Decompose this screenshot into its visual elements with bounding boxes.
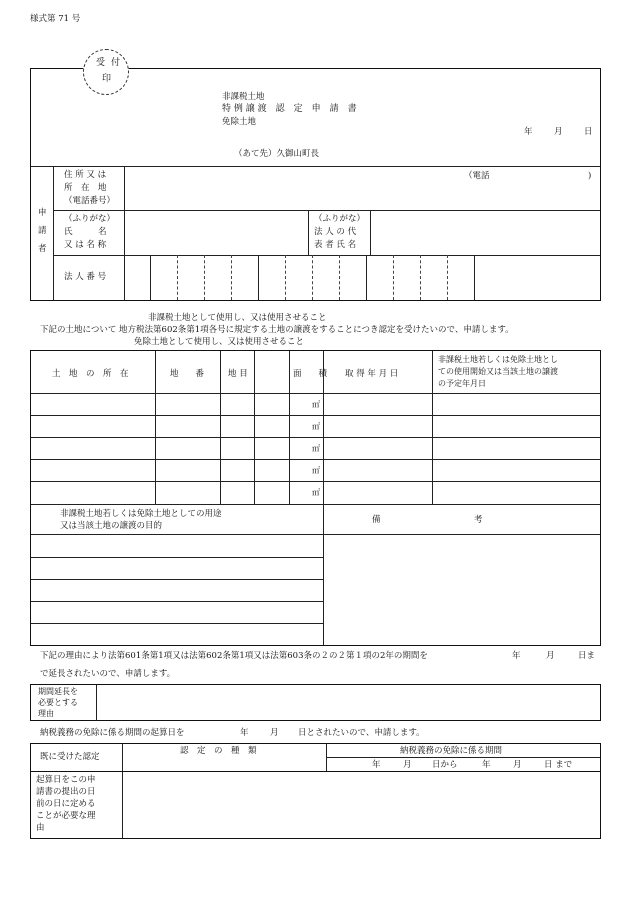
applicant-section-char-1: 申 <box>38 208 47 218</box>
header-planned-date-2: ての使用開始又は当該土地の譲渡 <box>438 367 558 376</box>
certification-kind-header: 認 定 の 種 類 <box>180 746 257 756</box>
extension-text-1: 下記の理由により法第601条第1項又は法第602条第1項又は法第603条の２の２第１項の2年の期間を <box>40 651 428 661</box>
purpose-header-2: 又は当該土地の譲渡の目的 <box>60 521 163 531</box>
start-date-reason-label-4: ことが必要な理 <box>36 811 96 821</box>
applicant-section-char-3: 者 <box>38 244 47 254</box>
header-area: 面 積 <box>293 369 328 379</box>
header-planned-date-1: 非課税土地若しくは免除土地とし <box>438 355 558 364</box>
rep-label-2: 表 者 氏 名 <box>314 240 357 250</box>
statement-option-exempt: 免除土地として使用し、又は使用させること <box>134 337 305 347</box>
header-lot-number: 地 番 <box>170 369 205 379</box>
area-unit: ㎡ <box>312 466 320 475</box>
extension-year-label: 年 <box>512 651 521 661</box>
reception-stamp-circle <box>83 49 129 95</box>
start-date-reason-label-5: 由 <box>36 823 45 833</box>
remarks-field[interactable] <box>326 537 598 643</box>
address-field[interactable] <box>127 168 597 208</box>
area-unit: ㎡ <box>312 422 320 431</box>
exemption-text-b: 日とされたいので、申請します。 <box>298 728 425 738</box>
period-year-from: 年 <box>372 760 381 770</box>
exemption-year-label: 年 <box>240 728 249 738</box>
name-label: 氏 名 <box>64 227 107 237</box>
rep-furigana-label: （ふりがな） <box>314 214 366 224</box>
date-day-label: 日 <box>584 127 593 137</box>
extension-reason-label-2: 必要とする <box>38 698 78 707</box>
start-date-reason-label-3: 前の日に定める <box>36 799 96 809</box>
extension-reason-label-3: 理由 <box>38 709 54 718</box>
corp-number-label: 法 人 番 号 <box>64 272 107 282</box>
remarks-header: 備 考 <box>372 515 483 525</box>
phone-close-paren: ) <box>588 171 592 181</box>
rep-label-1: 法 人 の 代 <box>314 227 357 237</box>
name-furigana-label: （ふりがな） <box>64 214 116 224</box>
period-month-from: 月 <box>403 760 412 770</box>
header-acquired-date: 取 得 年 月 日 <box>345 369 399 379</box>
form-title: 特 例 譲 渡 認 定 申 請 書 <box>222 104 357 114</box>
address-label-1: 住 所 又 は <box>64 170 107 180</box>
statement-option-nontaxable: 非課税土地として使用し、又は使用させること <box>148 313 327 323</box>
start-date-reason-label-1: 起算日をこの申 <box>36 775 96 785</box>
extension-text-2: で延長されたいので、申請します。 <box>40 669 176 679</box>
representative-field[interactable] <box>373 212 597 253</box>
address-label-2: 所 在 地 <box>64 183 107 193</box>
area-unit: ㎡ <box>312 444 320 453</box>
extension-reason-label-1: 期間延長を <box>38 687 78 696</box>
exemption-period-header: 納税義務の免除に係る期間 <box>400 746 503 756</box>
corp-number-field[interactable] <box>127 257 597 298</box>
title-line-1: 非課税土地 <box>222 92 265 102</box>
start-date-reason-label-2: 請書の提出の日 <box>36 787 96 797</box>
stamp-char-2: 付 <box>111 58 121 68</box>
period-day-to: 日 まで <box>544 760 573 770</box>
purpose-header-1: 非課税土地若しくは免除土地としての用途 <box>60 509 222 519</box>
area-unit: ㎡ <box>312 488 320 497</box>
form-number: 様式第 71 号 <box>30 14 81 24</box>
start-date-reason-field[interactable] <box>125 774 597 836</box>
address-label-3: （電話番号） <box>64 196 116 206</box>
title-line-3: 免除土地 <box>222 117 257 127</box>
area-unit: ㎡ <box>312 400 320 409</box>
stamp-char-1: 受 <box>96 58 106 68</box>
date-year-label: 年 <box>524 127 533 137</box>
extension-reason-field[interactable] <box>99 686 597 719</box>
header-planned-date-3: の予定年月日 <box>438 379 486 388</box>
period-year-to: 年 <box>482 760 491 770</box>
statement-main: 下記の土地について 地方税法第602条第1項各号に規定する土地の譲渡をすることにつき認定を受けたいので、申請します。 <box>40 325 514 335</box>
exemption-text-a: 納税義務の免除に係る期間の起算日を <box>40 728 185 738</box>
certification-kind-field[interactable] <box>124 758 324 770</box>
extension-month-label: 月 <box>546 651 555 661</box>
period-day-from: 日から <box>432 760 458 770</box>
header-land-category: 地 目 <box>228 369 248 379</box>
received-certification-label: 既に受けた認定 <box>40 752 100 762</box>
applicant-section-char-2: 請 <box>38 226 47 236</box>
stamp-char-3: 印 <box>102 74 112 84</box>
extension-day-label: 日ま <box>578 651 596 661</box>
phone-label: （電話 <box>464 171 490 181</box>
name-or-title-label: 又 は 名 称 <box>64 240 107 250</box>
addressee: （あて先）久御山町長 <box>234 149 320 159</box>
exemption-month-label: 月 <box>270 728 279 738</box>
header-location: 土 地 の 所 在 <box>52 369 129 379</box>
period-month-to: 月 <box>513 760 522 770</box>
date-month-label: 月 <box>554 127 563 137</box>
name-field[interactable] <box>127 212 305 253</box>
